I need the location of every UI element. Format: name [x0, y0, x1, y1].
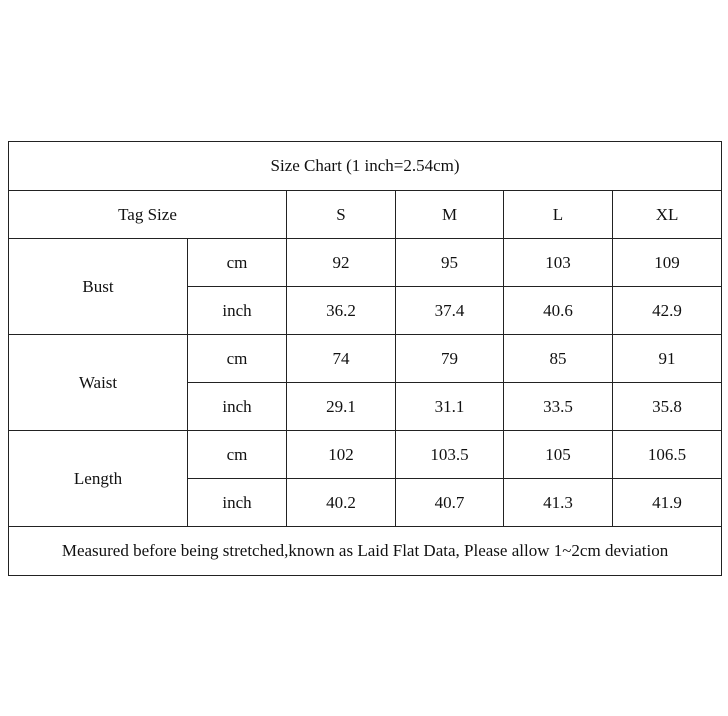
table-cell: 33.5: [504, 383, 613, 431]
size-chart-table: [8, 141, 722, 576]
table-row: [9, 335, 722, 383]
table-cell: 92: [287, 239, 396, 287]
table-cell: 40.6: [504, 287, 613, 335]
unit-label: cm: [188, 239, 287, 287]
table-cell: 31.1: [396, 383, 504, 431]
unit-label: cm: [188, 335, 287, 383]
header-row: [9, 191, 722, 239]
table-row: [9, 431, 722, 479]
size-header-m: M: [396, 191, 504, 239]
table-cell: 103: [504, 239, 613, 287]
size-header-xl: XL: [613, 191, 722, 239]
size-header-l: L: [504, 191, 613, 239]
table-row: [9, 239, 722, 287]
table-cell: 36.2: [287, 287, 396, 335]
table-cell: 106.5: [613, 431, 722, 479]
title-row: [9, 142, 722, 191]
table-cell: 74: [287, 335, 396, 383]
table-cell: 42.9: [613, 287, 722, 335]
table-cell: 41.9: [613, 479, 722, 527]
measure-label-bust: Bust: [9, 239, 188, 335]
table-cell: 95: [396, 239, 504, 287]
table-cell: 109: [613, 239, 722, 287]
size-header-s: S: [287, 191, 396, 239]
table-cell: 40.2: [287, 479, 396, 527]
unit-label: inch: [188, 383, 287, 431]
note-row: [9, 527, 722, 576]
tag-size-header: Tag Size: [9, 191, 287, 239]
measure-label-length: Length: [9, 431, 188, 527]
table-cell: 40.7: [396, 479, 504, 527]
table-cell: 85: [504, 335, 613, 383]
unit-label: inch: [188, 287, 287, 335]
table-cell: 35.8: [613, 383, 722, 431]
table-cell: 105: [504, 431, 613, 479]
table-cell: 103.5: [396, 431, 504, 479]
unit-label: inch: [188, 479, 287, 527]
table-cell: 79: [396, 335, 504, 383]
table-cell: 29.1: [287, 383, 396, 431]
measure-label-waist: Waist: [9, 335, 188, 431]
table-cell: 102: [287, 431, 396, 479]
table-title: Size Chart (1 inch=2.54cm): [9, 142, 722, 191]
table-cell: 91: [613, 335, 722, 383]
table-note: Measured before being stretched,known as Laid Flat Data, Please allow 1~2cm deviation: [9, 527, 722, 576]
table-cell: 37.4: [396, 287, 504, 335]
unit-label: cm: [188, 431, 287, 479]
table-cell: 41.3: [504, 479, 613, 527]
